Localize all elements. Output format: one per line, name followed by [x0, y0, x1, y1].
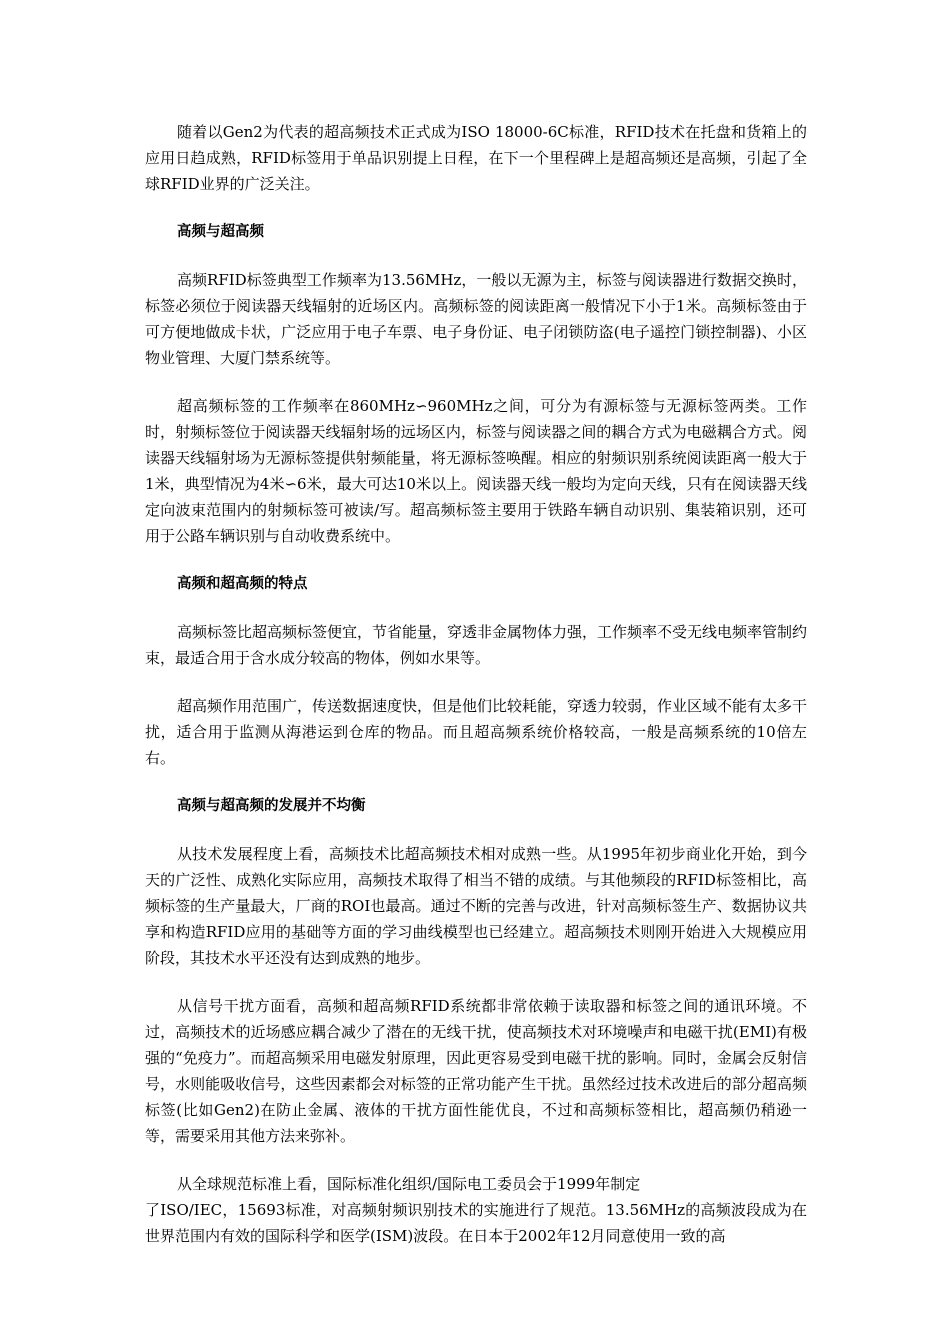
document-page: [145, 119, 807, 1249]
uhf-features-paragraph: 超高频作用范围广，传送数据速度快，但是他们比较耗能，穿透力较弱，作业区域不能有太多干扰，适合用于监测从海港运到仓库的物品。而且超高频系统价格较高，一般是高频系统的10倍左右。: [145, 697, 808, 767]
standards-paragraph-first-line: 从全球规范标准上看，国际标准化组织/国际电工委员会于1999年制定: [177, 1175, 641, 1193]
tech-maturity-paragraph: 从技术发展程度上看，高频技术比超高频技术相对成熟一些。从1995年初步商业化开始，到今天的广泛性、成熟化实际应用，高频技术取得了相当不错的成绩。与其他频段的RFID标签相比，高频标签的生产量最大，厂商的ROI也最高。通过不断的完善与改进，针对高频标签生产、数据协议共享和构造RFID应用的基础等方面的学习曲线模型也已经建立。超高频技术则刚开始进入大规模应用阶段，其技术水平还没有达到成熟的地步。: [145, 845, 807, 967]
standards-paragraph-rest: 了ISO/IEC，15693标准，对高频射频识别技术的实施进行了规范。13.56MHz的高频波段成为在世界范围内有效的国际科学和医学(ISM)波段。在日本于2002年12月同意使用一致的高: [145, 1201, 807, 1245]
intro-paragraph: 随着以Gen2为代表的超高频技术正式成为ISO 18000-6C标准，RFID技术在托盘和货箱上的应用日趋成熟，RFID标签用于单品识别提上日程，在下一个里程碑上是超高频还是高频，引起了全球RFID业界的广泛关注。: [145, 123, 807, 193]
section-heading-features: 高频和超高频的特点: [177, 576, 308, 592]
interference-paragraph: 从信号干扰方面看，高频和超高频RFID系统都非常依赖于读取器和标签之间的通讯环境。不过，高频技术的近场感应耦合减少了潜在的无线干扰，使高频技术对环境噪声和电磁干扰(EMI)有极强的“免疫力”。而超高频采用电磁发射原理，因此更容易受到电磁干扰的影响。同时，金属会反射信号，水则能吸收信号，这些因素都会对标签的正常功能产生干扰。虽然经过技术改进后的部分超高频标签(比如Gen2)在防止金属、液体的干扰方面性能优良，不过和高频标签相比，超高频仍稍逊一等，需要采用其他方法来弥补。: [145, 997, 807, 1145]
uhf-description-paragraph: 超高频标签的工作频率在860MHz∽960MHz之间，可分为有源标签与无源标签两类。工作时，射频标签位于阅读器天线辐射场的远场区内，标签与阅读器之间的耦合方式为电磁耦合方式。阅读器天线辐射场为无源标签提供射频能量，将无源标签唤醒。相应的射频识别系统阅读距离一般大于1米，典型情况为4米∽6米，最大可达10米以上。阅读器天线一般均为定向天线，只有在阅读器天线定向波束范围内的射频标签可被读/写。超高频标签主要用于铁路车辆自动识别、集装箱识别，还可用于公路车辆识别与自动收费系统中。: [145, 397, 807, 545]
hf-features-paragraph: 高频标签比超高频标签便宜，节省能量，穿透非金属物体力强，工作频率不受无线电频率管制约束，最适合用于含水成分较高的物体，例如水果等。: [145, 623, 808, 667]
section-heading-hf-uhf: 高频与超高频: [177, 224, 264, 240]
standards-paragraph: [145, 1171, 807, 1249]
section-heading-development: 高频与超高频的发展并不均衡: [177, 798, 366, 814]
hf-description-paragraph: 高频RFID标签典型工作频率为13.56MHz，一般以无源为主，标签与阅读器进行数据交换时，标签必须位于阅读器天线辐射的近场区内。高频标签的阅读距离一般情况下小于1米。高频标签由于可方便地做成卡状，广泛应用于电子车票、电子身份证、电子闭锁防盗(电子遥控门锁控制器)、小区物业管理、大厦门禁系统等。: [145, 271, 807, 367]
